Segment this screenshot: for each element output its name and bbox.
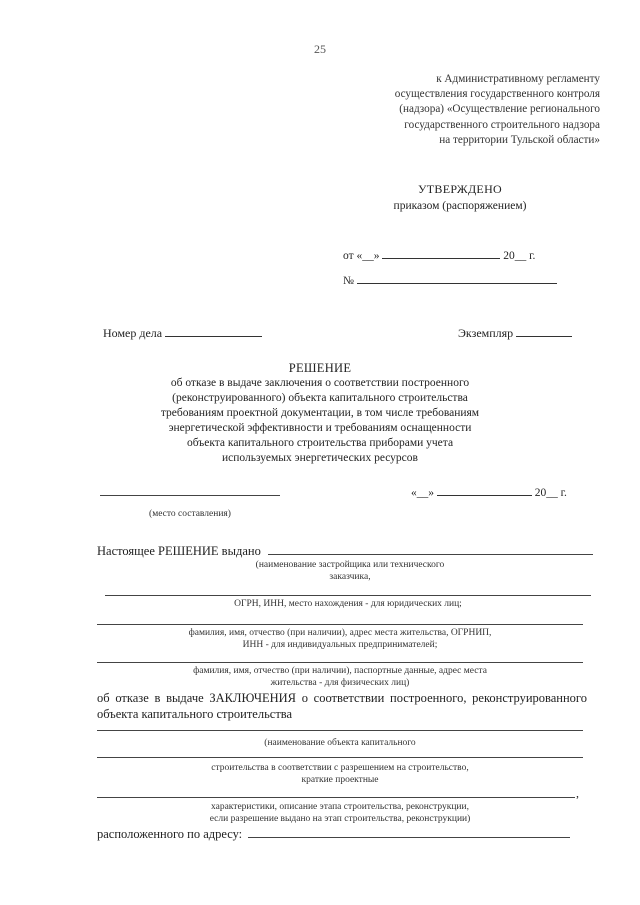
decision-date-year: 20__ г. <box>534 487 567 499</box>
issued-to-field[interactable] <box>268 554 593 555</box>
object-name-field[interactable] <box>97 730 583 731</box>
copy-row <box>458 326 572 341</box>
legal-entity-caption: ОГРН, ИНН, место нахождения - для юридических лиц; <box>234 599 462 609</box>
address-label: расположенного по адресу: <box>97 827 243 841</box>
appendix-line: к Административному регламенту <box>436 73 600 85</box>
approval-date-field[interactable] <box>382 248 500 259</box>
issued-caption: (наименование застройщика или технического <box>255 560 445 570</box>
appendix-line: государственного строительного надзора <box>404 118 600 131</box>
appendix-line: осуществления государственного контроля <box>394 88 600 101</box>
place-field[interactable] <box>100 495 280 496</box>
decision-line: (реконструированного) объекта капитального строительства <box>172 392 468 404</box>
decision-line: энергетической эффективности и требованиям оснащенности <box>168 422 472 434</box>
approval-block <box>330 181 590 215</box>
appendix-line: на территории Тульской области» <box>439 133 600 146</box>
approval-date-year: 20__ г. <box>503 250 536 262</box>
object-caption: краткие проектные <box>301 775 379 785</box>
case-number-row <box>103 326 262 341</box>
approval-number-field[interactable] <box>357 273 557 284</box>
entrepreneur-caption: ИНН - для индивидуальных предпринимателей; <box>242 640 438 650</box>
decision-heading: РЕШЕНИЕ <box>288 361 352 375</box>
decision-line: требованиям проектной документации, в том числе требованиям <box>160 407 480 419</box>
appendix-line: (надзора) «Осуществление регионального <box>399 103 600 116</box>
object-caption: характеристики, описание этапа строительства, реконструкции, <box>211 802 469 812</box>
approval-number-label: № <box>343 275 354 287</box>
case-number-label: Номер дела <box>103 326 163 340</box>
trailing-comma: , <box>576 786 579 800</box>
address-field[interactable] <box>248 837 570 838</box>
copy-field[interactable] <box>516 326 572 337</box>
decision-line: об отказе в выдаче заключения о соответствии построенного <box>170 377 470 389</box>
approval-heading: УТВЕРЖДЕНО <box>417 182 502 196</box>
page-number: 25 <box>314 42 326 56</box>
decision-title <box>140 361 500 466</box>
approval-subtitle: приказом (распоряжением) <box>393 200 527 212</box>
individual-caption: жительства - для физических лиц) <box>270 678 410 688</box>
object-characteristics-field[interactable] <box>97 797 575 798</box>
decision-date-row <box>411 485 567 499</box>
refusal-text: об отказе в выдаче ЗАКЛЮЧЕНИЯ о соответствии построенного, реконструированного объекта капитального строительства <box>97 691 587 721</box>
approval-date-prefix: от «__» <box>343 250 380 262</box>
entrepreneur-caption: фамилия, имя, отчество (при наличии), адрес места жительства, ОГРНИП, <box>188 628 492 638</box>
decision-line: объекта капитального строительства приборами учета <box>186 437 454 449</box>
object-permit-field[interactable] <box>97 757 583 758</box>
decision-date-field[interactable] <box>437 485 532 496</box>
decision-line: используемых энергетических ресурсов <box>222 452 418 464</box>
approval-number-row <box>343 273 557 287</box>
decision-date-prefix: «__» <box>411 487 434 499</box>
case-number-field[interactable] <box>165 326 262 337</box>
object-caption: (наименование объекта капитального <box>264 738 416 748</box>
legal-entity-field[interactable] <box>105 595 591 596</box>
object-caption: строительства в соответствии с разрешением на строительство, <box>211 763 469 773</box>
copy-label: Экземпляр <box>458 326 514 340</box>
issued-label: Настоящее РЕШЕНИЕ выдано <box>97 544 261 558</box>
appendix-reference <box>300 72 600 148</box>
object-caption: если разрешение выдано на этап строительства, реконструкции) <box>209 814 471 824</box>
approval-date-row <box>343 248 535 262</box>
individual-caption: фамилия, имя, отчество (при наличии), паспортные данные, адрес места <box>193 666 487 676</box>
issued-caption: заказчика, <box>329 572 371 582</box>
individual-field[interactable] <box>97 662 583 663</box>
place-caption: (место составления) <box>149 509 231 519</box>
entrepreneur-field[interactable] <box>97 624 583 625</box>
